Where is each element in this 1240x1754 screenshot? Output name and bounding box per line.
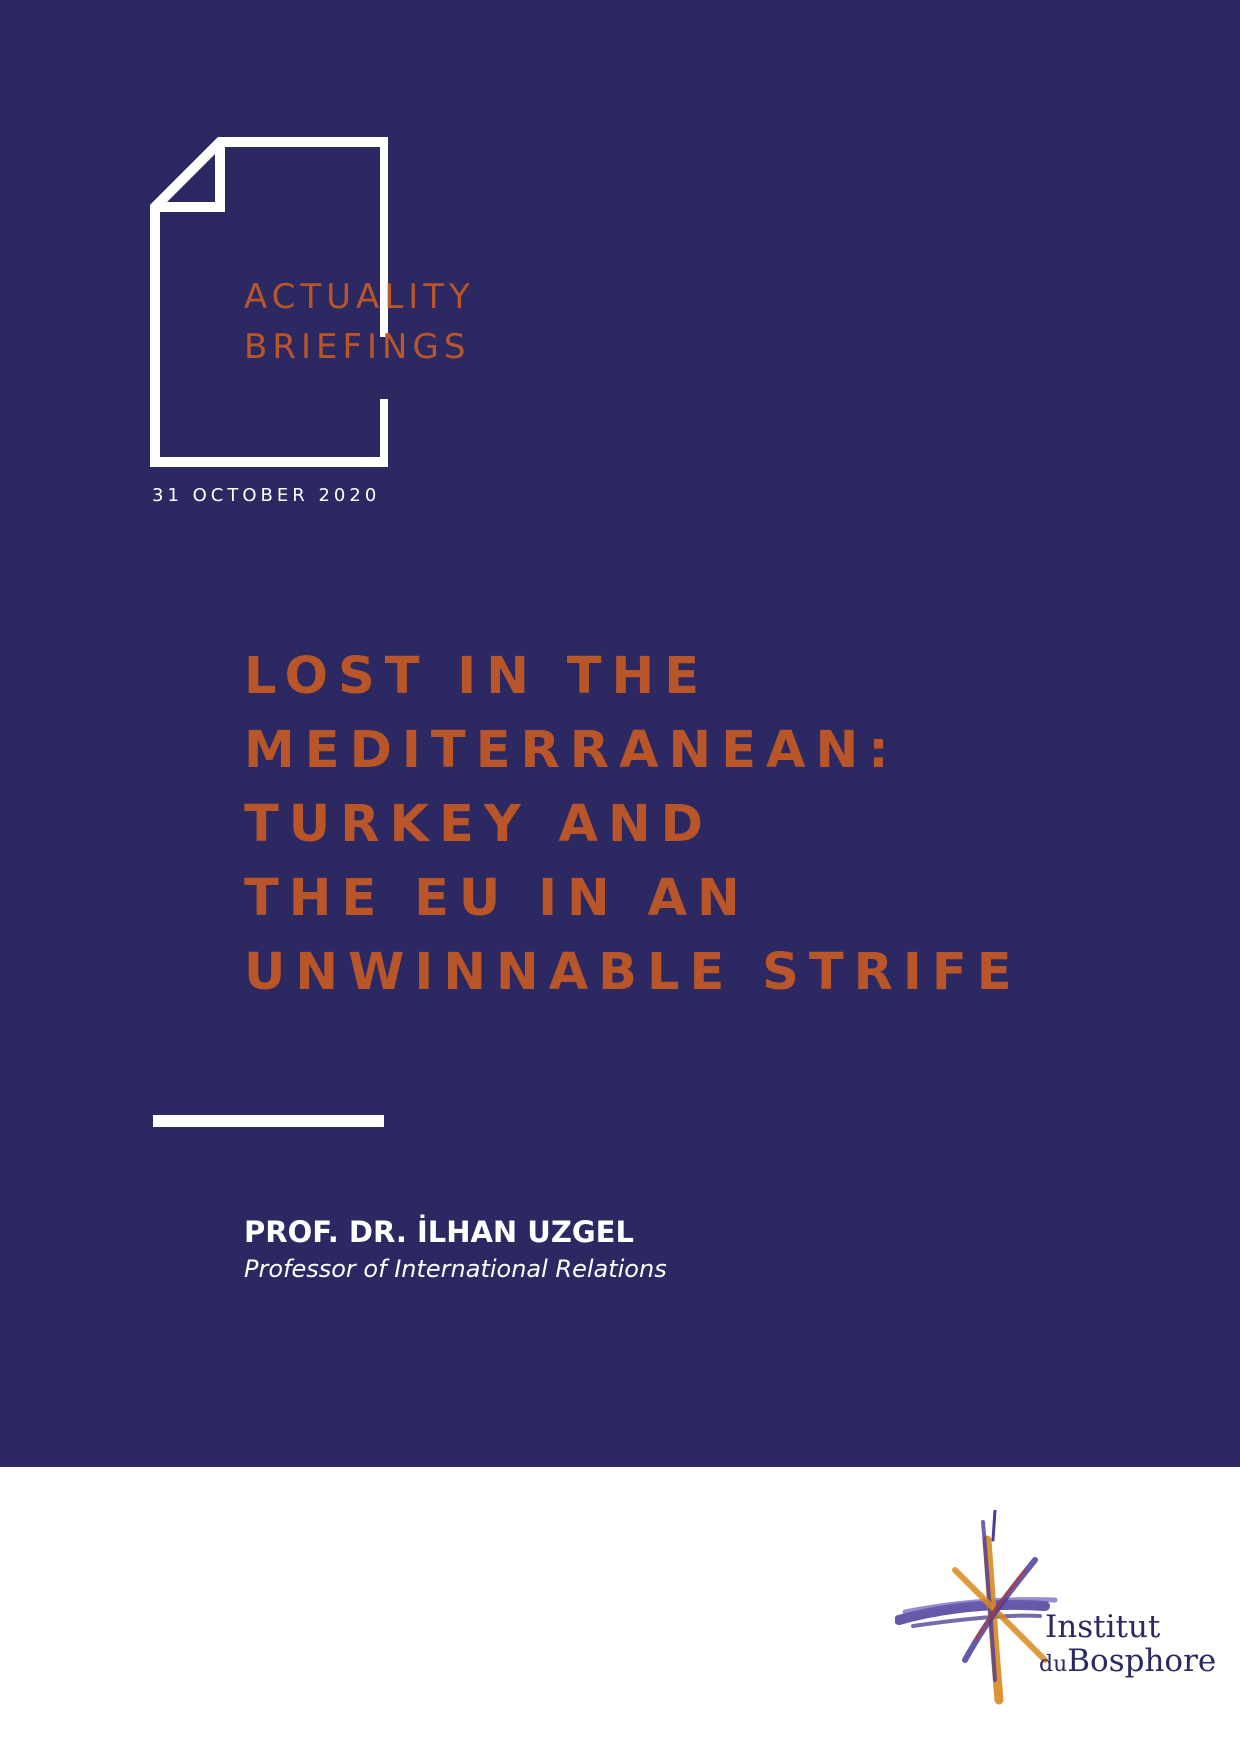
author-name: PROF. DR. İLHAN UZGEL <box>244 1215 634 1249</box>
logo-line-2-main: Bosphore <box>1067 1643 1217 1679</box>
series-label <box>244 272 475 372</box>
title-line-4: THE EU IN AN <box>244 869 750 928</box>
publication-date: 31 OCTOBER 2020 <box>152 485 381 506</box>
title-line-3: TURKEY AND <box>244 795 714 854</box>
author-role: Professor of International Relations <box>244 1255 667 1283</box>
logo-line-2 <box>1039 1644 1216 1682</box>
series-line-1: ACTUALITY <box>244 277 475 317</box>
document-title <box>244 640 1022 1010</box>
institut-logo <box>895 1510 1217 1710</box>
logo-wordmark <box>1039 1609 1217 1682</box>
series-line-2: BRIEFINGS <box>244 327 471 367</box>
logo-line-1: Institut <box>1045 1609 1161 1645</box>
title-line-1: LOST IN THE <box>244 647 710 706</box>
title-line-2: MEDITERRANEAN: <box>244 721 899 780</box>
title-line-5: UNWINNABLE STRIFE <box>244 943 1022 1002</box>
logo-line-2-prefix: du <box>1039 1652 1068 1677</box>
divider-bar <box>153 1115 384 1127</box>
